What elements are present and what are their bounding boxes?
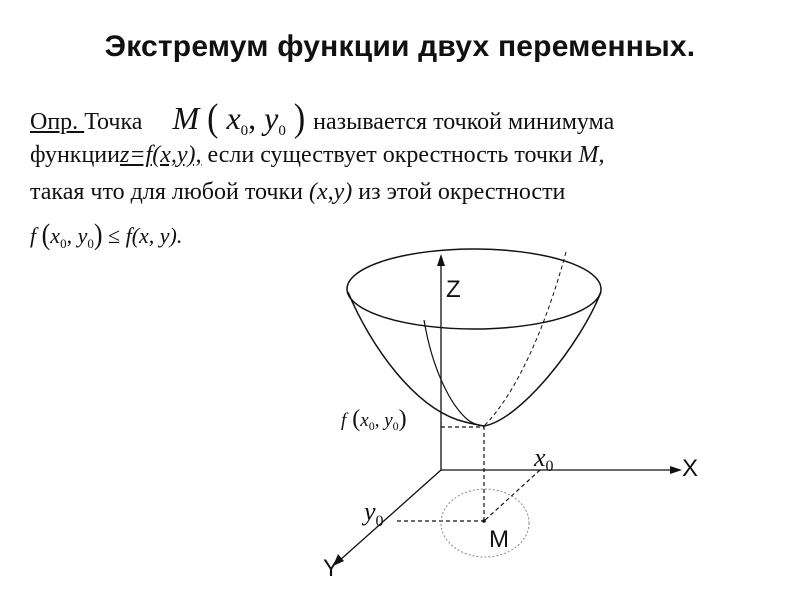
y-axis-label: Y	[323, 555, 340, 582]
ineq-y0-base: y	[77, 223, 88, 248]
y0-subscript: 0	[278, 123, 286, 139]
definition-label: Опр.	[30, 109, 85, 135]
inequality-rhs: f(x, y).	[125, 223, 183, 248]
y0-label	[361, 497, 384, 530]
ineq-f: f	[30, 223, 37, 248]
called-minimum-text: называется точкой минимума	[313, 109, 615, 135]
ineq-comma: ,	[66, 223, 78, 248]
if-exists-text: если существует окрестность точки	[201, 142, 579, 168]
ineq-close-paren: )	[93, 217, 103, 252]
x-axis-arrow	[670, 466, 682, 474]
x0-subscript: 0	[240, 123, 249, 139]
such-that-text: такая что для любой точки	[30, 179, 309, 205]
x0-label-sub: 0	[545, 458, 554, 475]
z-axis-arrow	[437, 254, 445, 266]
ineq-y0-subscript: 0	[87, 236, 94, 251]
formula-comma: ,	[248, 100, 265, 136]
word-point: Точка	[84, 109, 143, 135]
paraboloid-front-section	[424, 320, 484, 426]
f-label-x: x	[360, 410, 369, 431]
f-label-close-paren: )	[398, 406, 407, 432]
neighborhood-ellipse	[441, 489, 529, 557]
point-m-symbol: M	[172, 100, 200, 136]
y0-label-base: y	[364, 497, 376, 526]
x0-label	[533, 443, 554, 475]
y0-base: y	[264, 100, 279, 136]
x0-projection-dashed	[484, 470, 540, 521]
from-neighborhood-text: из этой окрестности	[352, 179, 566, 205]
function-expression: z=f(x,y),	[120, 142, 202, 168]
f-label-y: y	[384, 410, 393, 431]
ineq-open-paren: (	[41, 217, 51, 252]
f-value-label	[341, 406, 407, 433]
x0-base: x	[226, 100, 241, 136]
ineq-x0-subscript: 0	[60, 236, 67, 251]
close-paren: )	[293, 97, 306, 140]
paraboloid-left-contour	[348, 292, 484, 426]
open-paren: (	[207, 97, 219, 140]
f-label-f: f	[341, 410, 347, 431]
f-label-comma: ,	[374, 410, 385, 431]
paraboloid-top-ellipse	[347, 249, 601, 329]
point-xy: (x,y)	[308, 179, 353, 205]
x-axis-label: X	[682, 455, 699, 482]
point-m-label: M	[489, 526, 509, 553]
slide-title: Экстремум функции двух переменных.	[104, 30, 696, 63]
f-label-x-sub: 0	[368, 419, 375, 433]
ineq-x0-base: x	[50, 223, 61, 248]
f-label-open-paren: (	[346, 406, 361, 432]
x0-label-base: x	[534, 443, 546, 472]
leq-sign: ≤	[102, 223, 126, 248]
y-axis	[339, 470, 441, 561]
point-m-ref: M,	[578, 142, 605, 168]
paraboloid-back-section	[484, 252, 566, 426]
f-label-y-sub: 0	[392, 419, 399, 433]
function-word: функции	[30, 142, 120, 168]
point-m-dot	[482, 519, 486, 523]
z-axis-label: Z	[446, 276, 461, 303]
paraboloid-right-contour	[484, 292, 601, 426]
y0-label-sub: 0	[375, 513, 384, 530]
